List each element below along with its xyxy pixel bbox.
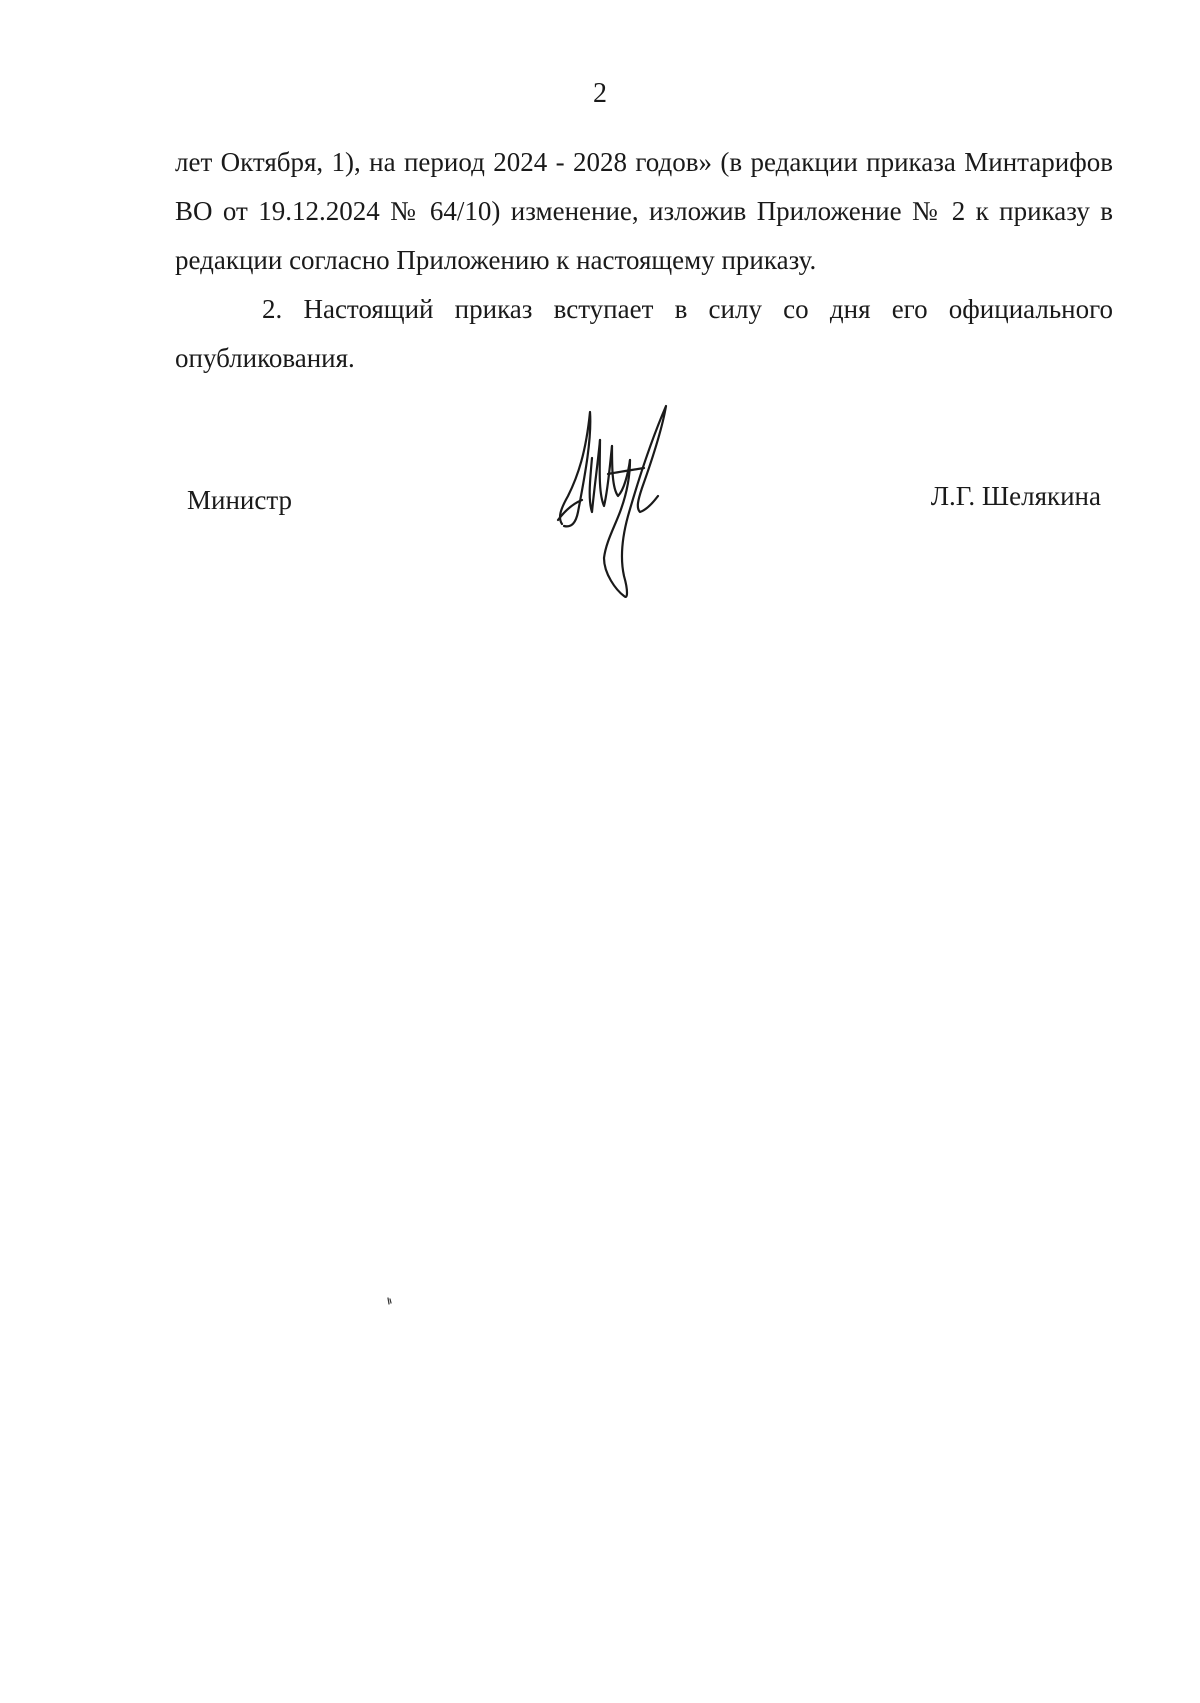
- scan-speck: [386, 1296, 394, 1306]
- signer-name: Л.Г. Шелякина: [930, 481, 1101, 511]
- signer-position: Министр: [187, 485, 292, 515]
- paragraph-continuation: лет Октября, 1), на период 2024 - 2028 годов» (в редакции приказа Минтарифов ВО от 19.12.2024 № 64/10) изменение, изложив Приложение № 2 к приказу в редакции согласно Приложению к настоящему приказу.: [175, 147, 1113, 275]
- paragraph-effective-date: 2. Настоящий приказ вступает в силу со дня его официального опубликования.: [175, 294, 1113, 373]
- document-body: [175, 138, 1113, 383]
- handwritten-signature: [548, 400, 688, 605]
- page-number: 2: [593, 78, 607, 109]
